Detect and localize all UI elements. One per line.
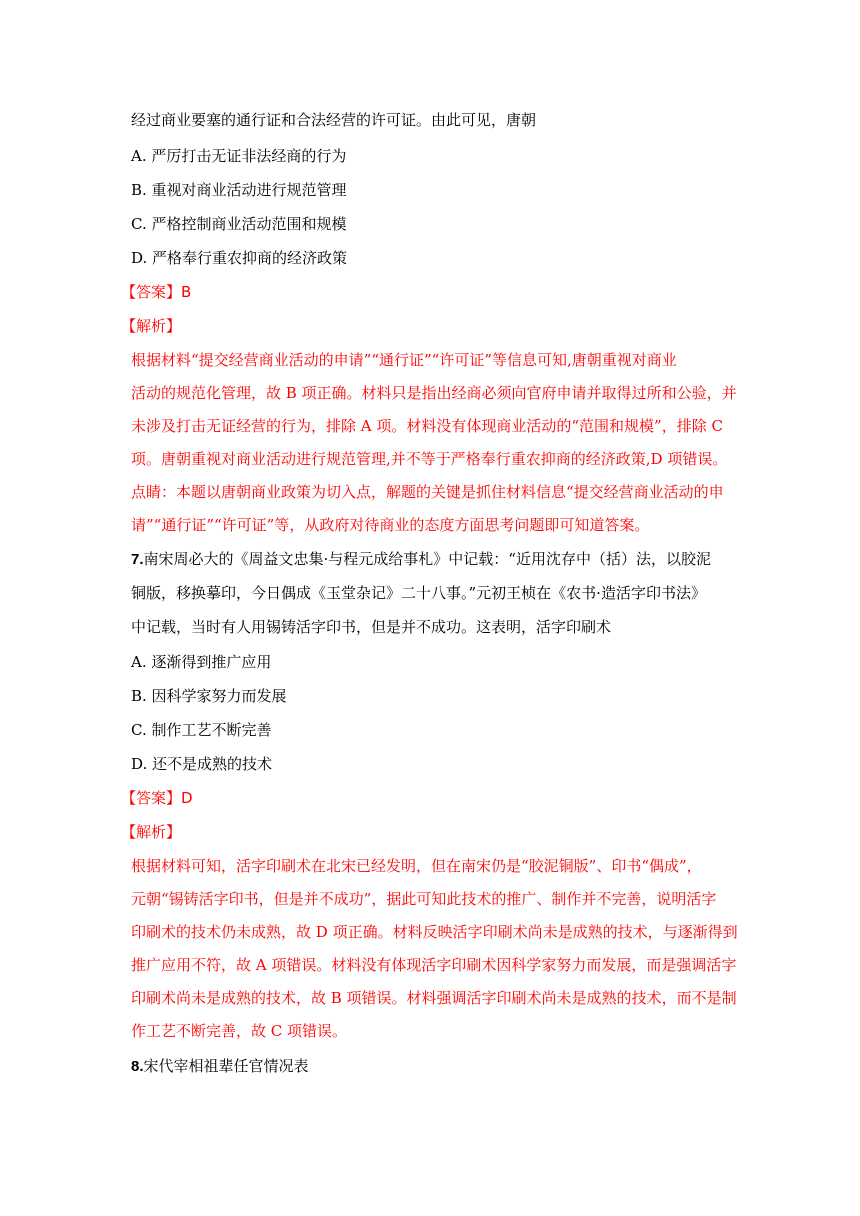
q8-number: 8. <box>131 1058 144 1075</box>
q7-analysis-line-5: 印刷术尚未是成熟的技术，故 B 项错误。材料强调活字印刷术尚未是成熟的技术，而不是制 <box>131 989 737 1007</box>
q8-stem-line <box>131 1056 309 1077</box>
q6-answer: 【答案】B <box>121 283 192 301</box>
q6-option-c: C. 严格控制商业活动范围和规模 <box>131 215 347 233</box>
q7-analysis-line-6: 作工艺不断完善，故 C 项错误。 <box>131 1022 348 1040</box>
q7-stem-text-1: 南宋周必大的《周益文忠集·与程元成给事札》中记载：“近用沈存中（括）法，以胶泥 <box>143 550 711 568</box>
q7-analysis-label: 【解析】 <box>121 823 182 841</box>
q7-analysis-line-4: 推广应用不符，故 A 项错误。材料没有体现活字印刷术因科学家努力而发展，而是强调活字 <box>131 956 737 974</box>
q6-analysis-line-5: 点睛：本题以唐朝商业政策为切入点，解题的关键是抓住材料信息“提交经营商业活动的申 <box>131 483 724 501</box>
q7-option-a: A. 逐渐得到推广应用 <box>131 653 272 671</box>
q6-option-a: A. 严厉打击无证非法经商的行为 <box>131 147 347 165</box>
q7-stem-line-2: 铜版，移换摹印，今日偶成《玉堂杂记》二十八事。”元初王桢在《农书·造活字印书法》 <box>131 584 706 602</box>
q7-stem-line-3: 中记载，当时有人用锡铸活字印书，但是并不成功。这表明，活字印刷术 <box>131 618 612 636</box>
q6-stem-tail: 经过商业要塞的通行证和合法经营的许可证。由此可见，唐朝 <box>131 111 537 129</box>
q7-option-b: B. 因科学家努力而发展 <box>131 687 287 705</box>
q7-analysis-line-3: 印刷术的技术仍未成熟，故 D 项正确。材料反映活字印刷术尚未是成熟的技术，与逐渐得到 <box>131 923 738 941</box>
q6-analysis-line-6: 请”“通行证”“许可证”等，从政府对待商业的态度方面思考问题即可知道答案。 <box>131 516 650 534</box>
q7-stem-line-1 <box>131 549 711 570</box>
q6-option-b: B. 重视对商业活动进行规范管理 <box>131 181 347 199</box>
q6-analysis-line-3: 未涉及打击无证经营的行为，排除 A 项。材料没有体现商业活动的“范围和规模”，排除 C <box>131 417 723 435</box>
q6-option-d: D. 严格奉行重农抑商的经济政策 <box>131 249 348 267</box>
q7-number: 7. <box>131 551 144 568</box>
q7-analysis-line-1: 根据材料可知，活字印刷术在北宋已经发明，但在南宋仍是“胶泥铜版”、印书“偶成”， <box>131 857 702 875</box>
q8-stem-text: 宋代宰相祖辈任官情况表 <box>143 1057 309 1075</box>
q7-analysis-line-2: 元朝“锡铸活字印书，但是并不成功”，据此可知此技术的推广、制作并不完善，说明活字 <box>131 890 717 908</box>
q7-option-c: C. 制作工艺不断完善 <box>131 721 272 739</box>
q7-option-d: D. 还不是成熟的技术 <box>131 755 273 773</box>
q6-analysis-line-4: 项。唐朝重视对商业活动进行规范管理,并不等于严格奉行重农抑商的经济政策,D 项错误。 <box>131 450 728 468</box>
q7-answer: 【答案】D <box>121 789 193 807</box>
q6-analysis-line-2: 活动的规范化管理，故 B 项正确。材料只是指出经商必须向官府申请并取得过所和公验，并 <box>131 384 737 402</box>
q6-analysis-label: 【解析】 <box>121 317 182 335</box>
q6-analysis-line-1: 根据材料“提交经营商业活动的申请”“通行证”“许可证”等信息可知,唐朝重视对商业 <box>131 351 677 369</box>
